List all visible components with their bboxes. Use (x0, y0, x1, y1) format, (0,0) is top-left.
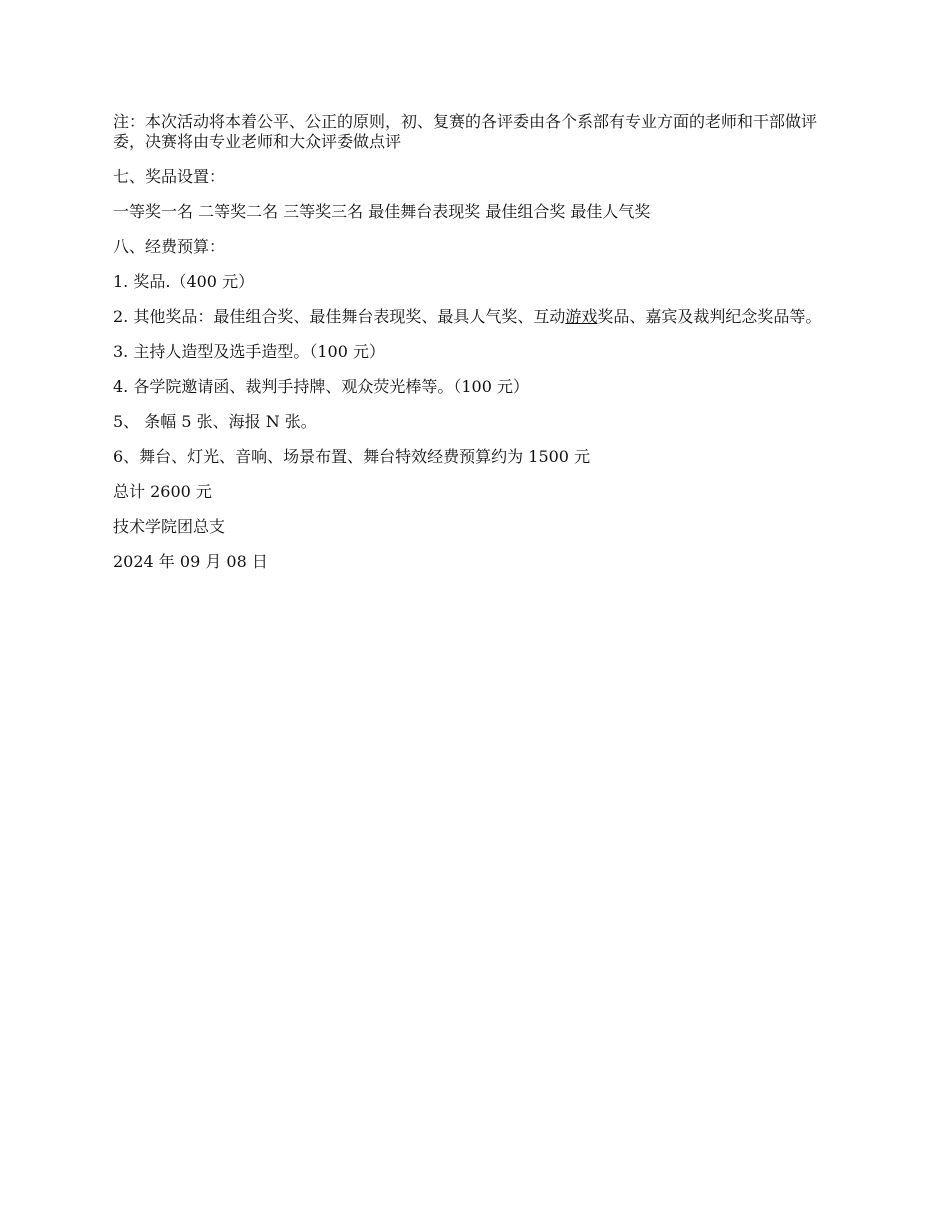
document-date: 2024 年 09 月 08 日 (113, 552, 268, 571)
organization-signature: 技术学院团总支 (113, 517, 226, 536)
budget-item-3: 3. 主持人造型及选手造型。（100 元） (113, 342, 385, 361)
note-paragraph: 注：本次活动将本着公平、公正的原则，初、复赛的各评委由各个系部有专业方面的老师和干部做评委，决赛将由专业老师和大众评委做点评 (113, 112, 818, 151)
document-page (113, 112, 843, 587)
budget-item-2-text-before: 2. 其他奖品：最佳组合奖、最佳舞台表现奖、最具人气奖、互动 (113, 307, 566, 326)
section-8-title: 八、经费预算： (113, 237, 226, 256)
budget-item-2-text-after: 奖品、嘉宾及裁判纪念奖品等。 (597, 307, 822, 326)
budget-item-2 (113, 307, 843, 327)
budget-item-2-underlined-text: 游戏 (565, 307, 598, 326)
budget-item-1: 1. 奖品.（400 元） (113, 272, 255, 291)
budget-item-4: 4. 各学院邀请函、裁判手持牌、观众荧光棒等。（100 元） (113, 377, 529, 396)
budget-total: 总计 2600 元 (113, 482, 212, 501)
budget-item-5: 5、 条幅 5 张、海报 N 张。 (113, 412, 317, 431)
budget-item-6: 6、舞台、灯光、音响、场景布置、舞台特效经费预算约为 1500 元 (113, 447, 591, 466)
section-7-title: 七、奖品设置： (113, 167, 226, 186)
awards-line: 一等奖一名 二等奖二名 三等奖三名 最佳舞台表现奖 最佳组合奖 最佳人气奖 (113, 202, 651, 221)
